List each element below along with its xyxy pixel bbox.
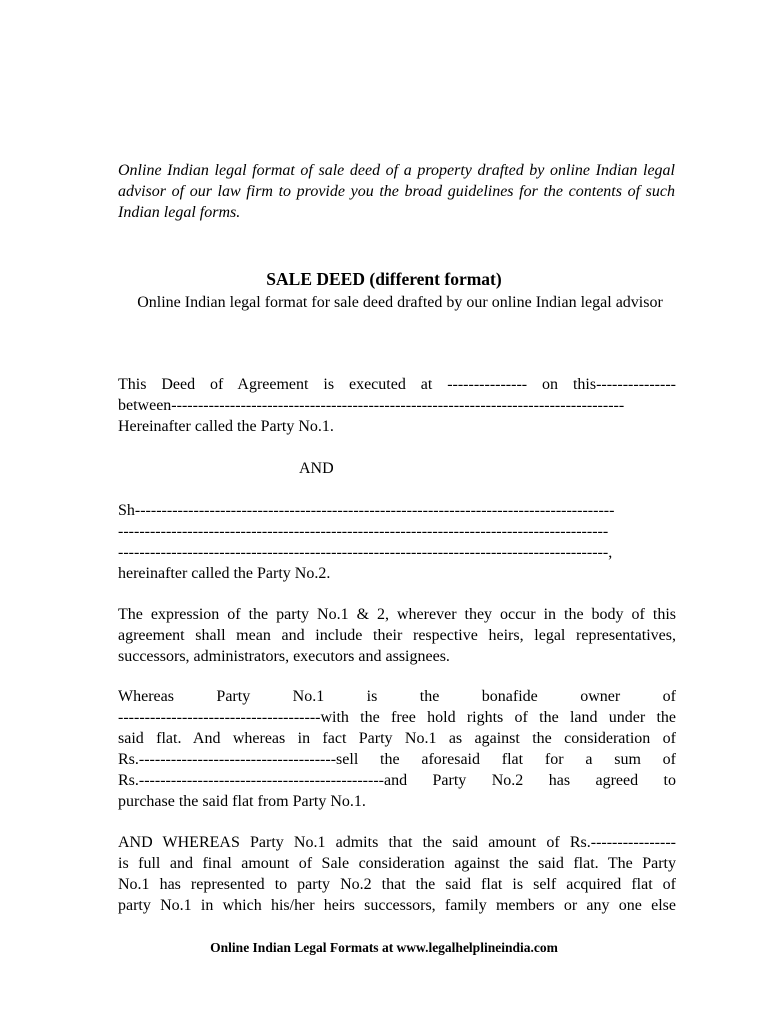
paragraph-line: successors, administrators, executors and assignees. <box>118 648 450 665</box>
paragraph-line: Sh------------------------------------------------------------------------------------------ <box>118 502 615 519</box>
paragraph-line: No.1 has represented to party No.2 that the said flat is self acquired flat of <box>118 876 676 893</box>
page-footer: Online Indian Legal Formats at www.legalhelplineindia.com <box>210 940 558 955</box>
paragraph-line: --------------------------------------------------------------------------------------------, <box>118 544 613 561</box>
paragraph-line: between------------------------------------------------------------------------------------- <box>118 397 625 414</box>
paragraph-line: This Deed of Agreement is executed at --------------- on this--------------- <box>118 376 676 393</box>
paragraph-line: agreement shall mean and include their respective heirs, legal representatives, <box>118 627 676 644</box>
paragraph-line: --------------------------------------with the free hold rights of the land under the <box>118 709 676 726</box>
paragraph-line: Rs.----------------------------------------------and Party No.2 has agreed to <box>118 772 676 789</box>
party-one-paragraph <box>118 374 676 437</box>
and-whereas-paragraph <box>118 832 676 916</box>
intro-paragraph: Online Indian legal format of sale deed of a property drafted by online Indian legal advisor of our law firm to provide you the broad guidelines for the contents of such Indian legal forms. <box>118 162 675 221</box>
whereas-paragraph <box>118 686 676 812</box>
paragraph-line: said flat. And whereas in fact Party No.1 as against the consideration of <box>118 730 676 747</box>
paragraph-line: The expression of the party No.1 & 2, wherever they occur in the body of this <box>118 606 676 623</box>
paragraph-line: is full and final amount of Sale consideration against the said flat. The Party <box>118 855 676 872</box>
document-title: SALE DEED (different format) <box>266 269 502 289</box>
party-two-paragraph <box>118 500 676 584</box>
paragraph-line: Hereinafter called the Party No.1. <box>118 418 334 435</box>
paragraph-line: -------------------------------------------------------------------------------------------- <box>118 523 609 540</box>
paragraph-line: Rs.-------------------------------------sell the aforesaid flat for a sum of <box>118 751 676 768</box>
paragraph-line: hereinafter called the Party No.2. <box>118 565 331 582</box>
and-separator: AND <box>299 460 334 477</box>
document-subtitle: Online Indian legal format for sale deed drafted by our online Indian legal advisor <box>137 294 663 311</box>
paragraph-line: purchase the said flat from Party No.1. <box>118 793 366 810</box>
paragraph-line: party No.1 in which his/her heirs successors, family members or any one else <box>118 897 676 914</box>
paragraph-line: Whereas Party No.1 is the bonafide owner of <box>118 688 676 705</box>
paragraph-line: AND WHEREAS Party No.1 admits that the said amount of Rs.---------------- <box>118 834 676 851</box>
expression-paragraph <box>118 604 676 667</box>
